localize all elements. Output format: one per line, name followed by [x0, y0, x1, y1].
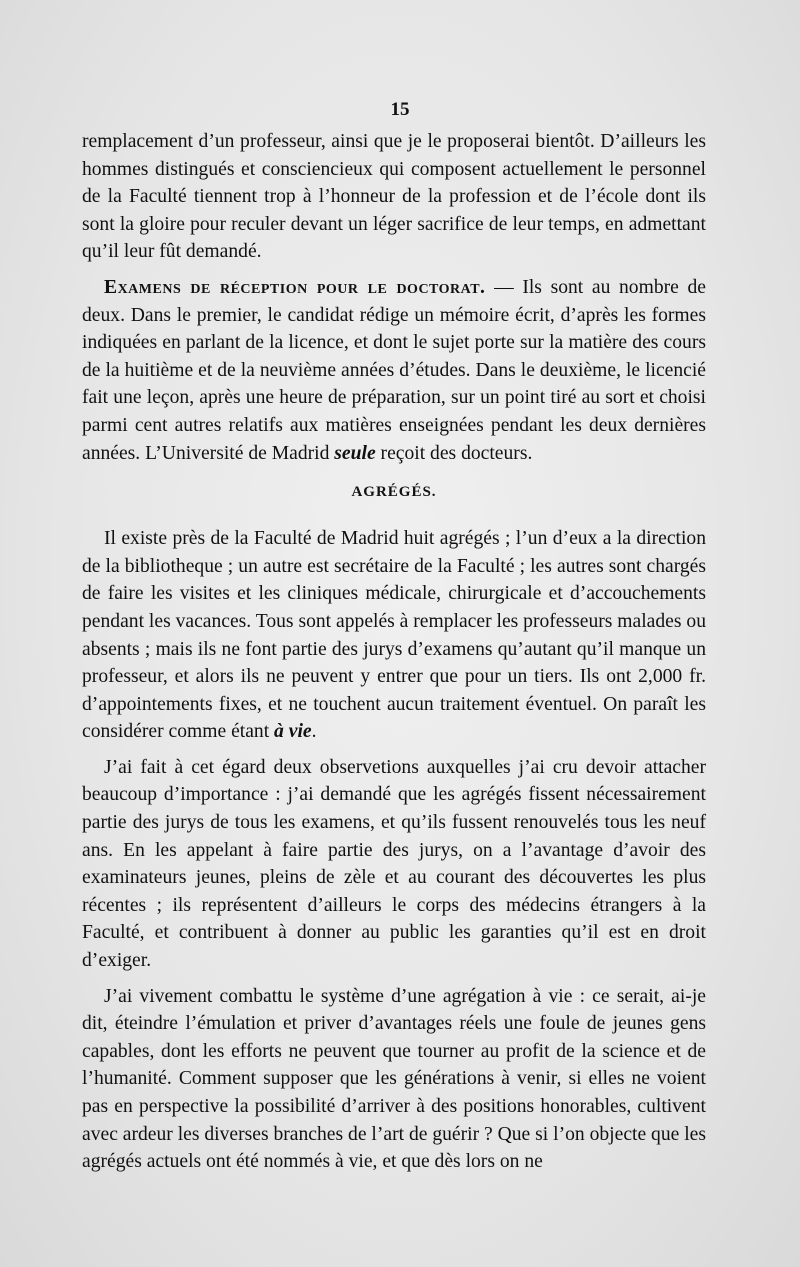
- page-number: 15: [390, 99, 410, 120]
- exam-text-emphasis: seule: [334, 442, 376, 464]
- agreges-p1-after: .: [311, 721, 317, 743]
- exam-section-heading: Examens de réception pour le doctorat.: [104, 276, 486, 298]
- agreges-p1-before: Il existe près de la Faculté de Madrid huit agrégés ; l’un d’eux a la direction de la bibliotheque ; un autre est secrétaire de la Faculté ; les autres sont chargés de faire les visites et les cliniques médicale, chirurgicale et d’accouchements pendant les vacances. Tous sont appelés à remplacer les professeurs malades ou absents ; mais ils ne font partie des jurys d’examens qu’autant qu’il manque un professeur, et alors ils ne peuvent y entrer que pour un tiers. Ils ont 2,000 fr. d’appointements fixes, et ne touchent aucun traitement éventuel. On paraît les considérer comme étant: [82, 528, 706, 743]
- intro-paragraph: remplacement d’un professeur, ainsi que je le proposerai bientôt. D’ailleurs les hommes distingués et consciencieux qui composent actuellement le personnel de la Faculté tiennent trop à l’honneur de la profession et de l’école dont ils sont la gloire pour reculer devant un léger sacrifice de leur temps, en admettant qu’il leur fût demandé.: [82, 131, 706, 263]
- body-text: [82, 128, 706, 1176]
- agreges-paragraph-3: J’ai vivement combattu le système d’une agrégation à vie : ce serait, ai-je dit, éteindre l’émulation et priver d’avantages réels une foule de jeunes gens capables, dont les efforts ne peuvent que tourner au profit de la science et de l’humanité. Comment supposer que les générations à venir, si elles ne voient pas en perspective la possibilité d’arriver à des positions honorables, cultivent avec ardeur les diverses branches de l’art de guérir ? Que si l’on objecte que les agrégés actuels ont été nommés à vie, et que dès lors on ne: [82, 985, 707, 1173]
- exam-text-before: — Ils sont au nombre de deux. Dans le premier, le candidat rédige un mémoire écrit, d’après les formes indiquées en parlant de la licence, et dont le sujet porte sur la matière des cours de la huitième et de la neuvième années d’études. Dans le deuxième, le licencié fait une leçon, après une heure de préparation, sur un point tiré au sort et choisi parmi cent autres relatifs aux matières enseignées pendant les deux dernières années. L’Université de Madrid: [82, 276, 706, 464]
- agreges-heading: AGRÉGÉS.: [351, 484, 437, 501]
- exam-text-after: reçoit des docteurs.: [375, 442, 533, 464]
- agreges-p1-emphasis: à vie: [274, 721, 312, 743]
- agreges-paragraph-2: J’ai fait à cet égard deux observetions auxquelles j’ai cru devoir attacher beaucoup d’importance : j’ai demandé que les agrégés fissent nécessairement partie des jurys de tous les examens, et qu’ils fussent renouvelés tous les neuf ans. En les appelant à faire partie des jurys, on a l’avantage d’avoir des examinateurs jeunes, pleins de zèle et au courant des découvertes les plus récentes ; ils représentent d’ailleurs le corps des médecins étrangers à la Faculté, et contribuent à donner au public les garanties qu’il est en droit d’exiger.: [82, 756, 706, 972]
- exam-paragraph: [82, 274, 706, 467]
- agreges-paragraph-1: [82, 525, 706, 746]
